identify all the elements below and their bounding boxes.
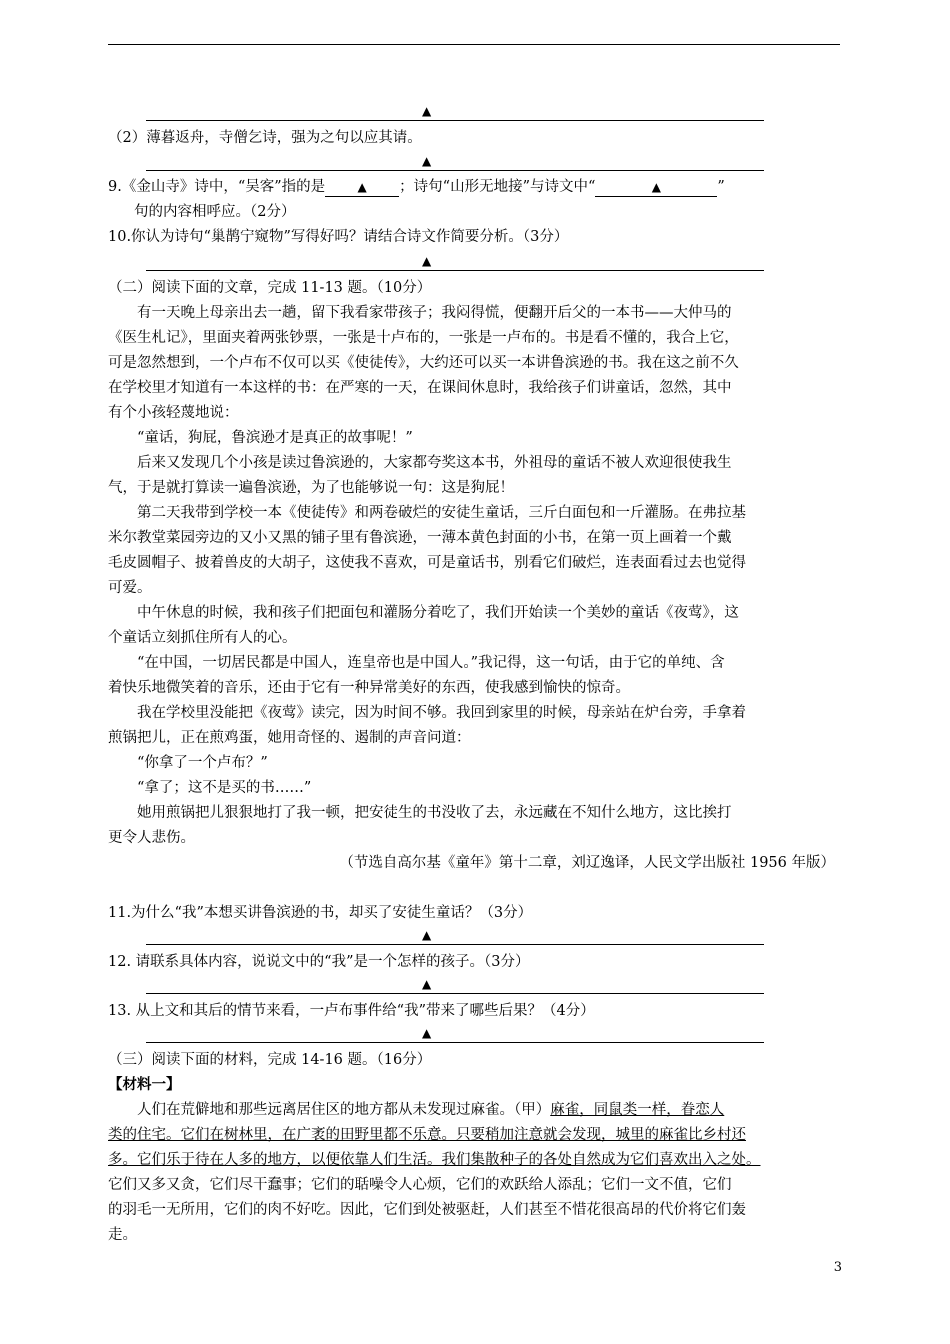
underlined-text: 麻雀，同鼠类一样，眷恋人 (550, 1102, 725, 1118)
question-12: 12. 请联系具体内容，说说文中的“我”是一个怎样的孩子。（3分） (108, 954, 530, 970)
passage-line: “拿了；这不是买的书……” (137, 780, 312, 796)
answer-marker: ▲ (422, 104, 432, 118)
header-rule (108, 44, 840, 45)
passage-line: 有一天晚上母亲出去一趟，留下我看家带孩子；我闷得慌，便翻开后父的一本书——大仲马的 (137, 305, 732, 321)
answer-line[interactable] (146, 943, 764, 945)
section-2-title: （二）阅读下面的文章，完成 11-13 题。（10分） (108, 280, 432, 296)
underlined-line: 多。它们乐于待在人多的地方，以便依靠人们生活。我们集散种子的各处自然成为它们喜欢出入之处。 (108, 1152, 761, 1168)
passage-line: 《医生札记》，里面夹着两张钞票，一张是十卢布的，一张是一卢布的。书是看不懂的，我合上它， (108, 330, 739, 346)
answer-line[interactable] (146, 169, 764, 171)
answer-line[interactable] (146, 269, 764, 271)
material-text: 人们在荒僻地和那些远离居住区的地方都从未发现过麻雀。（甲） (137, 1102, 551, 1118)
passage-line: 可是忽然想到，一个卢布不仅可以买《使徒传》，大约还可以买一本讲鲁滨逊的书。我在这之前不久 (108, 355, 739, 371)
passage-line: 第二天我带到学校一本《使徒传》和两卷破烂的安徒生童话，三斤白面包和一斤灌肠。在弗拉基 (137, 505, 746, 521)
passage-line: 着快乐地微笑着的音乐，还由于它有一种异常美好的东西，使我感到愉快的惊奇。 (108, 680, 630, 696)
passage-line: 后来又发现几个小孩是读过鲁滨逊的，大家都夸奖这本书，外祖母的童话不被人欢迎很使我生 (137, 455, 732, 471)
question-9-text-a: 9.《金山寺》诗中，“吴客”指的是 (108, 179, 326, 195)
question-11: 11.为什么“我”本想买讲鲁滨逊的书，却买了安徒生童话？（3分） (108, 905, 533, 921)
question-10: 10.你认为诗句“巢鹊宁窥物”写得好吗？请结合诗文作简要分析。（3分） (108, 229, 569, 245)
passage-line: 米尔教堂菜园旁边的又小又黑的铺子里有鲁滨逊，一薄本黄色封面的小书，在第一页上画着一个戴 (108, 530, 732, 546)
question-9 (108, 175, 848, 199)
question-13: 13. 从上文和其后的情节来看，一卢布事件给“我”带来了哪些后果？（4分） (108, 1003, 595, 1019)
answer-marker: ▲ (422, 154, 432, 168)
passage-line: “在中国，一切居民都是中国人，连皇帝也是中国人。”我记得，这一句话，由于它的单纯、含 (137, 655, 725, 671)
material-line (108, 1098, 848, 1122)
answer-line[interactable] (146, 119, 764, 121)
answer-line[interactable] (146, 992, 764, 994)
answer-blank[interactable] (325, 178, 399, 197)
answer-marker: ▲ (422, 977, 432, 991)
passage-line: 煎锅把儿，正在煎鸡蛋，她用奇怪的、遏制的声音问道： (108, 730, 471, 746)
question-8-2: （2）薄暮返舟，寺僧乞诗，强为之句以应其请。 (108, 130, 422, 146)
answer-marker: ▲ (357, 180, 367, 194)
answer-marker: ▲ (422, 928, 432, 942)
passage-source: （节选自高尔基《童年》第十二章，刘辽逸译，人民文学出版社 1956 年版） (339, 855, 835, 871)
material-line: 走。 (108, 1227, 137, 1243)
material-line: 的羽毛一无所用，它们的肉不好吃。因此，它们到处被驱赶，人们甚至不惜花很高昂的代价将它们轰 (108, 1202, 746, 1218)
passage-line: 毛皮圆帽子、披着兽皮的大胡子，这使我不喜欢，可是童话书，别看它们破烂，连表面看过去也觉得 (108, 555, 746, 571)
passage-line: 有个小孩轻蔑地说： (108, 405, 239, 421)
page-number: 3 (833, 1260, 842, 1275)
answer-marker: ▲ (651, 180, 662, 194)
section-3-title: （三）阅读下面的材料，完成 14-16 题。（16分） (108, 1052, 432, 1068)
passage-line: 可爱。 (108, 580, 152, 596)
material-line: 它们又多又贪，它们尽干蠢事；它们的聒噪令人心烦，它们的欢跃给人添乱；它们一文不值，它们 (108, 1177, 732, 1193)
passage-line: 我在学校里没能把《夜莺》读完，因为时间不够。我回到家里的时候，母亲站在炉台旁，手拿着 (137, 705, 746, 721)
passage-line: 在学校里才知道有一本这样的书：在严寒的一天，在课间休息时，我给孩子们讲童话，忽然，其中 (108, 380, 732, 396)
question-9-text-b: ；诗句“山形无地接”与诗文中“ (399, 179, 596, 195)
passage-line: “你拿了一个卢布？” (137, 755, 268, 771)
underlined-line: 类的住宅。它们在树林里，在广袤的田野里都不乐意。只要稍加注意就会发现，城里的麻雀比乡村还 (108, 1127, 746, 1143)
material-1-title: 【材料一】 (108, 1076, 181, 1093)
passage-line: 她用煎锅把儿狠狠地打了我一顿，把安徒生的书没收了去，永远藏在不知什么地方，这比挨打 (137, 805, 732, 821)
passage-line: 中午休息的时候，我和孩子们把面包和灌肠分着吃了，我们开始读一个美妙的童话《夜莺》，这 (137, 605, 739, 621)
answer-line[interactable] (146, 1041, 764, 1043)
passage-line: “童话，狗屁，鲁滨逊才是真正的故事呢！” (137, 430, 413, 446)
answer-blank[interactable] (595, 178, 717, 197)
question-9-text-c: ” (717, 179, 725, 195)
answer-marker: ▲ (422, 254, 432, 268)
answer-marker: ▲ (422, 1026, 432, 1040)
passage-line: 气，于是就打算读一遍鲁滨逊，为了也能够说一句：这是狗屁！ (108, 480, 514, 496)
passage-line: 更令人悲伤。 (108, 830, 195, 846)
passage-line: 个童话立刻抓住所有人的心。 (108, 630, 297, 646)
question-9-cont: 句的内容相呼应。（2分） (134, 204, 296, 220)
